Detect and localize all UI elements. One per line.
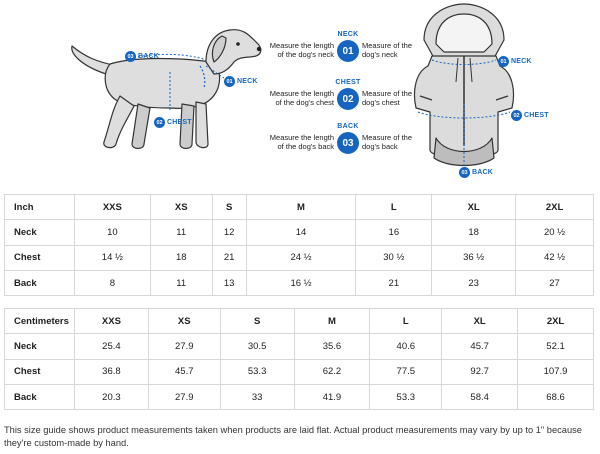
instruction-caption: CHEST: [335, 79, 361, 86]
chest-tag-label: CHEST: [524, 112, 549, 119]
table-cell: 25.4: [74, 334, 148, 359]
table-row: [5, 220, 594, 245]
badge-01: 01: [498, 56, 509, 67]
table-header-cell: S: [220, 309, 294, 334]
table-cell: 30 ½: [356, 245, 432, 270]
table-cell: 107.9: [518, 359, 594, 384]
table-header-cell: Centimeters: [5, 309, 75, 334]
table-cell: 18: [150, 245, 212, 270]
table-header-cell: L: [370, 309, 442, 334]
table-row-label: Back: [5, 384, 75, 409]
table-cell: 20 ½: [516, 220, 594, 245]
table-row-label: Neck: [5, 220, 75, 245]
table-row: [5, 334, 594, 359]
table-cell: 8: [74, 270, 150, 295]
size-guide-note: This size guide shows product measurements taken when products are laid flat. Actual product measurements may vary by up to 1" because they're custom-made by hand.: [4, 425, 582, 448]
table-header-cell: 2XL: [518, 309, 594, 334]
table-cell: 11: [150, 270, 212, 295]
table-cell: 42 ½: [516, 245, 594, 270]
table-header-cell: XS: [148, 309, 220, 334]
hoodie-chest-tag: [511, 110, 549, 121]
table-header-cell: XS: [150, 195, 212, 220]
instruction-right-text: Measure of the dog's back: [362, 133, 413, 151]
table-cell: 16: [356, 220, 432, 245]
table-row-label: Chest: [5, 245, 75, 270]
table-cell: 36 ½: [432, 245, 516, 270]
table-cell: 18: [432, 220, 516, 245]
badge-01: 01: [224, 76, 235, 87]
back-tag-label: BACK: [138, 53, 160, 60]
table-row-label: Back: [5, 270, 75, 295]
instruction-number: 01: [337, 40, 359, 62]
back-tag-label: BACK: [472, 169, 494, 176]
instruction-badge: [337, 31, 359, 62]
table-cell: 92.7: [442, 359, 518, 384]
dog-chest-tag: [154, 117, 192, 128]
table-cell: 12: [212, 220, 246, 245]
table-header-row: [5, 195, 594, 220]
table-header-cell: M: [294, 309, 370, 334]
table-cell: 62.2: [294, 359, 370, 384]
table-cell: 16 ½: [246, 270, 356, 295]
table-cell: 53.3: [220, 359, 294, 384]
table-cell: 27.9: [148, 384, 220, 409]
table-cell: 33: [220, 384, 294, 409]
instruction-caption: NECK: [337, 31, 359, 38]
table-cell: 30.5: [220, 334, 294, 359]
instruction-chest: [266, 79, 430, 110]
instruction-back: [266, 123, 430, 154]
measurement-illustration: [0, 0, 600, 190]
table-header-cell: XL: [432, 195, 516, 220]
dog-neck-tag: [224, 76, 258, 87]
table-cell: 45.7: [148, 359, 220, 384]
table-row-label: Chest: [5, 359, 75, 384]
dog-back-tag: [125, 51, 159, 62]
table-row: [5, 359, 594, 384]
table-cell: 77.5: [370, 359, 442, 384]
table-cell: 23: [432, 270, 516, 295]
instruction-number: 02: [337, 88, 359, 110]
table-header-cell: XL: [442, 309, 518, 334]
table-cell: 21: [212, 245, 246, 270]
badge-03: 03: [125, 51, 136, 62]
table-header-cell: 2XL: [516, 195, 594, 220]
instruction-number: 03: [337, 132, 359, 154]
table-row: [5, 270, 594, 295]
badge-02: 02: [154, 117, 165, 128]
instruction-left-text: Measure the length of the dog's neck: [269, 41, 334, 59]
dog-illustration: [72, 30, 261, 149]
table-header-cell: XXS: [74, 309, 148, 334]
table-cell: 68.6: [518, 384, 594, 409]
instruction-left-text: Measure the length of the dog's back: [269, 133, 334, 151]
table-cell: 45.7: [442, 334, 518, 359]
table-cell: 10: [74, 220, 150, 245]
table-cell: 27: [516, 270, 594, 295]
table-header-cell: Inch: [5, 195, 75, 220]
instruction-right-text: Measure of the dog's chest: [362, 89, 413, 107]
badge-02: 02: [511, 110, 522, 121]
centimeter-size-table: [4, 308, 594, 410]
table-cell: 53.3: [370, 384, 442, 409]
chest-tag-label: CHEST: [167, 119, 192, 126]
table-row: [5, 245, 594, 270]
table-cell: 24 ½: [246, 245, 356, 270]
neck-tag-label: NECK: [237, 78, 258, 85]
table-row: [5, 384, 594, 409]
table-cell: 35.6: [294, 334, 370, 359]
inch-size-table: [4, 194, 594, 296]
table-cell: 27.9: [148, 334, 220, 359]
table-cell: 40.6: [370, 334, 442, 359]
table-header-cell: M: [246, 195, 356, 220]
instruction-left-text: Measure the length of the dog's chest: [269, 89, 334, 107]
table-cell: 21: [356, 270, 432, 295]
instruction-badge: [337, 123, 359, 154]
neck-tag-label: NECK: [511, 58, 532, 65]
instruction-neck: [266, 31, 430, 62]
hoodie-back-tag: [459, 167, 493, 178]
table-header-row: [5, 309, 594, 334]
table-cell: 14 ½: [74, 245, 150, 270]
table-cell: 52.1: [518, 334, 594, 359]
instruction-right-text: Measure of the dog's neck: [362, 41, 413, 59]
table-cell: 13: [212, 270, 246, 295]
table-row-label: Neck: [5, 334, 75, 359]
table-cell: 36.8: [74, 359, 148, 384]
table-cell: 11: [150, 220, 212, 245]
instruction-badge: [335, 79, 361, 110]
instruction-caption: BACK: [337, 123, 359, 130]
hoodie-neck-tag: [498, 56, 532, 67]
table-cell: 58.4: [442, 384, 518, 409]
table-cell: 14: [246, 220, 356, 245]
table-header-cell: XXS: [74, 195, 150, 220]
badge-03: 03: [459, 167, 470, 178]
table-header-cell: L: [356, 195, 432, 220]
table-header-cell: S: [212, 195, 246, 220]
table-cell: 20.3: [74, 384, 148, 409]
table-cell: 41.9: [294, 384, 370, 409]
